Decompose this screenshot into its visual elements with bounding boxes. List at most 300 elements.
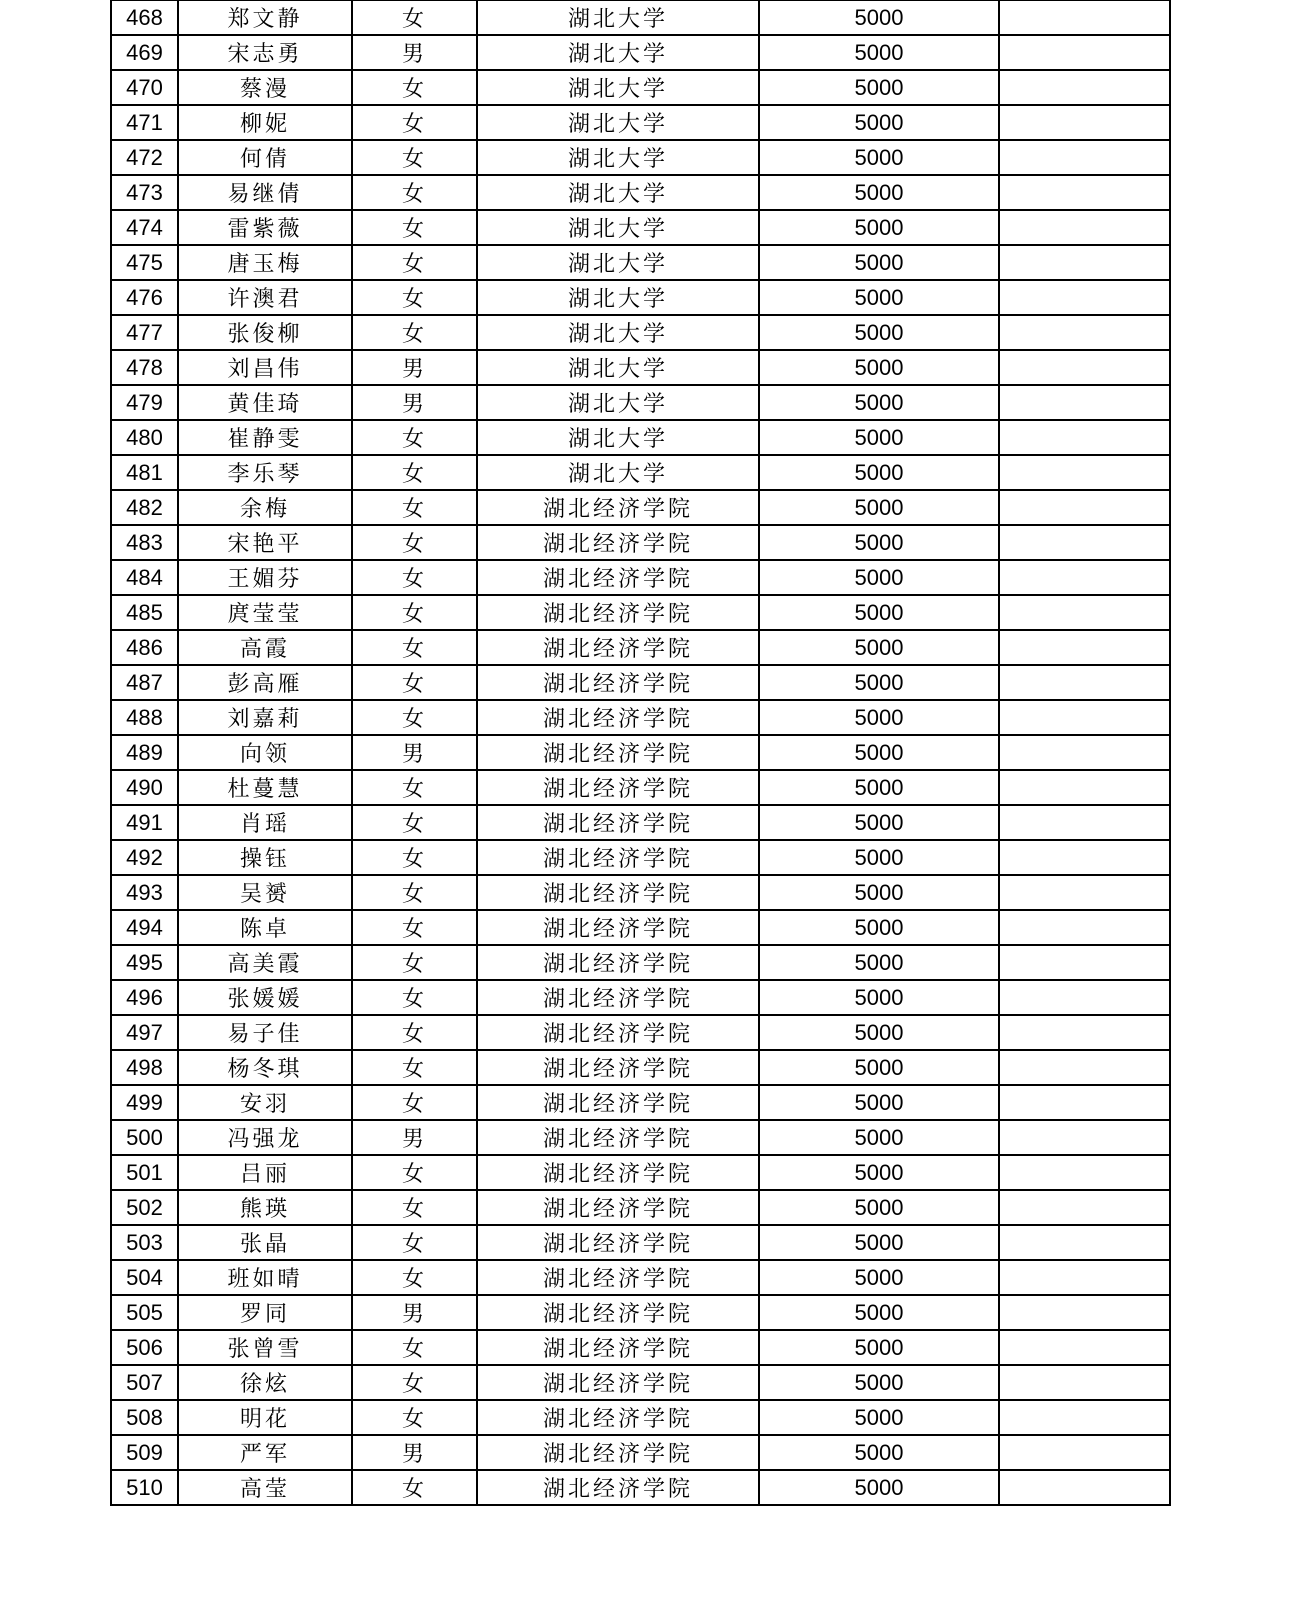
recipient-table [110,0,1171,1506]
table-row [111,735,1170,770]
row-number-cell: 495 [111,945,178,980]
name-cell: 易继倩 [178,175,352,210]
row-number-cell: 504 [111,1260,178,1295]
table-row [111,910,1170,945]
gender-cell: 女 [352,1260,477,1295]
note-cell [999,770,1170,805]
name-cell: 郑文静 [178,0,352,35]
row-number-cell: 482 [111,490,178,525]
table-row [111,105,1170,140]
note-cell [999,700,1170,735]
table-row [111,455,1170,490]
amount-cell: 5000 [759,0,999,35]
note-cell [999,1120,1170,1155]
row-number-cell: 494 [111,910,178,945]
note-cell [999,1015,1170,1050]
name-cell: 冯强龙 [178,1120,352,1155]
table-row [111,1365,1170,1400]
school-cell: 湖北经济学院 [477,910,759,945]
school-cell: 湖北经济学院 [477,630,759,665]
table-row [111,1400,1170,1435]
gender-cell: 男 [352,1295,477,1330]
row-number-cell: 505 [111,1295,178,1330]
school-cell: 湖北经济学院 [477,1295,759,1330]
school-cell: 湖北经济学院 [477,595,759,630]
note-cell [999,490,1170,525]
school-cell: 湖北经济学院 [477,770,759,805]
name-cell: 向领 [178,735,352,770]
school-cell: 湖北经济学院 [477,525,759,560]
row-number-cell: 501 [111,1155,178,1190]
row-number-cell: 491 [111,805,178,840]
gender-cell: 女 [352,1190,477,1225]
amount-cell: 5000 [759,490,999,525]
school-cell: 湖北经济学院 [477,490,759,525]
amount-cell: 5000 [759,350,999,385]
name-cell: 李乐琴 [178,455,352,490]
name-cell: 班如晴 [178,1260,352,1295]
table-row [111,1085,1170,1120]
row-number-cell: 503 [111,1225,178,1260]
row-number-cell: 468 [111,0,178,35]
school-cell: 湖北经济学院 [477,1085,759,1120]
note-cell [999,875,1170,910]
amount-cell: 5000 [759,1295,999,1330]
amount-cell: 5000 [759,35,999,70]
school-cell: 湖北大学 [477,315,759,350]
school-cell: 湖北大学 [477,105,759,140]
row-number-cell: 507 [111,1365,178,1400]
amount-cell: 5000 [759,1260,999,1295]
gender-cell: 男 [352,735,477,770]
name-cell: 杨冬琪 [178,1050,352,1085]
note-cell [999,245,1170,280]
row-number-cell: 480 [111,420,178,455]
row-number-cell: 498 [111,1050,178,1085]
note-cell [999,630,1170,665]
table-row [111,595,1170,630]
school-cell: 湖北大学 [477,385,759,420]
note-cell [999,735,1170,770]
amount-cell: 5000 [759,385,999,420]
school-cell: 湖北经济学院 [477,945,759,980]
amount-cell: 5000 [759,280,999,315]
row-number-cell: 475 [111,245,178,280]
amount-cell: 5000 [759,910,999,945]
name-cell: 蔡漫 [178,70,352,105]
school-cell: 湖北经济学院 [477,1470,759,1505]
gender-cell: 女 [352,770,477,805]
gender-cell: 女 [352,1470,477,1505]
table-row [111,1050,1170,1085]
amount-cell: 5000 [759,1330,999,1365]
amount-cell: 5000 [759,1435,999,1470]
row-number-cell: 485 [111,595,178,630]
amount-cell: 5000 [759,735,999,770]
school-cell: 湖北经济学院 [477,1435,759,1470]
amount-cell: 5000 [759,420,999,455]
row-number-cell: 484 [111,560,178,595]
row-number-cell: 510 [111,1470,178,1505]
note-cell [999,140,1170,175]
amount-cell: 5000 [759,140,999,175]
table-row [111,665,1170,700]
gender-cell: 女 [352,315,477,350]
amount-cell: 5000 [759,210,999,245]
table-row [111,1330,1170,1365]
gender-cell: 女 [352,910,477,945]
gender-cell: 女 [352,140,477,175]
note-cell [999,525,1170,560]
table-row [111,210,1170,245]
row-number-cell: 488 [111,700,178,735]
school-cell: 湖北经济学院 [477,560,759,595]
amount-cell: 5000 [759,1120,999,1155]
note-cell [999,910,1170,945]
note-cell [999,420,1170,455]
gender-cell: 男 [352,385,477,420]
row-number-cell: 483 [111,525,178,560]
gender-cell: 女 [352,210,477,245]
gender-cell: 女 [352,0,477,35]
amount-cell: 5000 [759,1085,999,1120]
row-number-cell: 500 [111,1120,178,1155]
note-cell [999,1435,1170,1470]
note-cell [999,1190,1170,1225]
gender-cell: 女 [352,1400,477,1435]
name-cell: 罗同 [178,1295,352,1330]
name-cell: 唐玉梅 [178,245,352,280]
amount-cell: 5000 [759,1225,999,1260]
row-number-cell: 481 [111,455,178,490]
name-cell: 余梅 [178,490,352,525]
row-number-cell: 506 [111,1330,178,1365]
amount-cell: 5000 [759,175,999,210]
name-cell: 王媚芬 [178,560,352,595]
name-cell: 张曾雪 [178,1330,352,1365]
name-cell: 庹莹莹 [178,595,352,630]
row-number-cell: 472 [111,140,178,175]
amount-cell: 5000 [759,315,999,350]
table-row [111,875,1170,910]
school-cell: 湖北大学 [477,350,759,385]
note-cell [999,1295,1170,1330]
row-number-cell: 476 [111,280,178,315]
row-number-cell: 499 [111,1085,178,1120]
name-cell: 高霞 [178,630,352,665]
note-cell [999,1155,1170,1190]
name-cell: 徐炫 [178,1365,352,1400]
name-cell: 严军 [178,1435,352,1470]
gender-cell: 女 [352,280,477,315]
gender-cell: 女 [352,560,477,595]
table-row [111,945,1170,980]
school-cell: 湖北经济学院 [477,665,759,700]
school-cell: 湖北经济学院 [477,1050,759,1085]
name-cell: 柳妮 [178,105,352,140]
note-cell [999,1225,1170,1260]
gender-cell: 女 [352,105,477,140]
row-number-cell: 478 [111,350,178,385]
row-number-cell: 486 [111,630,178,665]
row-number-cell: 493 [111,875,178,910]
row-number-cell: 490 [111,770,178,805]
school-cell: 湖北经济学院 [477,805,759,840]
row-number-cell: 487 [111,665,178,700]
table-row [111,245,1170,280]
name-cell: 操钰 [178,840,352,875]
table-row [111,1120,1170,1155]
school-cell: 湖北经济学院 [477,840,759,875]
gender-cell: 女 [352,700,477,735]
amount-cell: 5000 [759,805,999,840]
note-cell [999,1400,1170,1435]
school-cell: 湖北经济学院 [477,1120,759,1155]
name-cell: 何倩 [178,140,352,175]
gender-cell: 女 [352,805,477,840]
note-cell [999,175,1170,210]
table-row [111,385,1170,420]
school-cell: 湖北经济学院 [477,735,759,770]
row-number-cell: 502 [111,1190,178,1225]
row-number-cell: 479 [111,385,178,420]
name-cell: 宋艳平 [178,525,352,560]
table-row [111,1015,1170,1050]
amount-cell: 5000 [759,1015,999,1050]
name-cell: 张媛媛 [178,980,352,1015]
note-cell [999,280,1170,315]
note-cell [999,315,1170,350]
note-cell [999,455,1170,490]
school-cell: 湖北经济学院 [477,1190,759,1225]
name-cell: 黄佳琦 [178,385,352,420]
school-cell: 湖北大学 [477,140,759,175]
row-number-cell: 470 [111,70,178,105]
note-cell [999,105,1170,140]
gender-cell: 女 [352,1225,477,1260]
school-cell: 湖北经济学院 [477,1330,759,1365]
amount-cell: 5000 [759,700,999,735]
gender-cell: 女 [352,1155,477,1190]
name-cell: 明花 [178,1400,352,1435]
table-row [111,140,1170,175]
school-cell: 湖北大学 [477,420,759,455]
note-cell [999,385,1170,420]
note-cell [999,980,1170,1015]
name-cell: 雷紫薇 [178,210,352,245]
gender-cell: 女 [352,525,477,560]
amount-cell: 5000 [759,245,999,280]
note-cell [999,1365,1170,1400]
gender-cell: 女 [352,455,477,490]
table-row [111,280,1170,315]
table-row [111,805,1170,840]
school-cell: 湖北大学 [477,245,759,280]
gender-cell: 男 [352,350,477,385]
name-cell: 安羽 [178,1085,352,1120]
gender-cell: 女 [352,630,477,665]
school-cell: 湖北大学 [477,35,759,70]
gender-cell: 女 [352,840,477,875]
gender-cell: 女 [352,945,477,980]
note-cell [999,1260,1170,1295]
row-number-cell: 471 [111,105,178,140]
amount-cell: 5000 [759,1190,999,1225]
table-row [111,1435,1170,1470]
gender-cell: 女 [352,665,477,700]
gender-cell: 女 [352,420,477,455]
name-cell: 宋志勇 [178,35,352,70]
amount-cell: 5000 [759,875,999,910]
amount-cell: 5000 [759,1470,999,1505]
name-cell: 高莹 [178,1470,352,1505]
table-row [111,1260,1170,1295]
note-cell [999,840,1170,875]
table-row [111,350,1170,385]
note-cell [999,945,1170,980]
amount-cell: 5000 [759,980,999,1015]
note-cell [999,35,1170,70]
note-cell [999,1085,1170,1120]
amount-cell: 5000 [759,1365,999,1400]
name-cell: 杜蔓慧 [178,770,352,805]
school-cell: 湖北经济学院 [477,700,759,735]
row-number-cell: 473 [111,175,178,210]
school-cell: 湖北大学 [477,175,759,210]
amount-cell: 5000 [759,770,999,805]
school-cell: 湖北大学 [477,0,759,35]
name-cell: 张俊柳 [178,315,352,350]
gender-cell: 女 [352,1050,477,1085]
table-row [111,560,1170,595]
note-cell [999,560,1170,595]
amount-cell: 5000 [759,1155,999,1190]
gender-cell: 女 [352,980,477,1015]
school-cell: 湖北经济学院 [477,1365,759,1400]
name-cell: 刘昌伟 [178,350,352,385]
school-cell: 湖北经济学院 [477,980,759,1015]
row-number-cell: 497 [111,1015,178,1050]
amount-cell: 5000 [759,1400,999,1435]
note-cell [999,595,1170,630]
table-row [111,0,1170,35]
school-cell: 湖北经济学院 [477,1225,759,1260]
table-row [111,70,1170,105]
school-cell: 湖北经济学院 [477,1015,759,1050]
amount-cell: 5000 [759,665,999,700]
school-cell: 湖北经济学院 [477,1400,759,1435]
name-cell: 吴赟 [178,875,352,910]
table-row [111,840,1170,875]
note-cell [999,805,1170,840]
gender-cell: 男 [352,1120,477,1155]
amount-cell: 5000 [759,945,999,980]
amount-cell: 5000 [759,70,999,105]
gender-cell: 女 [352,875,477,910]
note-cell [999,210,1170,245]
note-cell [999,1330,1170,1365]
table-row [111,1155,1170,1190]
amount-cell: 5000 [759,840,999,875]
table-row [111,980,1170,1015]
gender-cell: 女 [352,1085,477,1120]
table-row [111,700,1170,735]
note-cell [999,0,1170,35]
name-cell: 陈卓 [178,910,352,945]
table-body [111,0,1170,1505]
school-cell: 湖北大学 [477,70,759,105]
note-cell [999,665,1170,700]
gender-cell: 女 [352,245,477,280]
gender-cell: 女 [352,1330,477,1365]
school-cell: 湖北经济学院 [477,1260,759,1295]
table-row [111,630,1170,665]
row-number-cell: 496 [111,980,178,1015]
gender-cell: 女 [352,175,477,210]
school-cell: 湖北大学 [477,210,759,245]
gender-cell: 男 [352,35,477,70]
school-cell: 湖北大学 [477,280,759,315]
table-row [111,175,1170,210]
table-row [111,1190,1170,1225]
table-row [111,1470,1170,1505]
name-cell: 吕丽 [178,1155,352,1190]
table-row [111,490,1170,525]
gender-cell: 女 [352,490,477,525]
name-cell: 彭高雁 [178,665,352,700]
amount-cell: 5000 [759,560,999,595]
row-number-cell: 489 [111,735,178,770]
name-cell: 高美霞 [178,945,352,980]
row-number-cell: 492 [111,840,178,875]
school-cell: 湖北大学 [477,455,759,490]
amount-cell: 5000 [759,525,999,560]
amount-cell: 5000 [759,630,999,665]
name-cell: 张晶 [178,1225,352,1260]
table-row [111,420,1170,455]
name-cell: 肖瑶 [178,805,352,840]
gender-cell: 女 [352,1015,477,1050]
note-cell [999,1050,1170,1085]
name-cell: 刘嘉莉 [178,700,352,735]
table-row [111,315,1170,350]
amount-cell: 5000 [759,105,999,140]
gender-cell: 男 [352,1435,477,1470]
name-cell: 许澳君 [178,280,352,315]
row-number-cell: 469 [111,35,178,70]
school-cell: 湖北经济学院 [477,875,759,910]
table-row [111,35,1170,70]
table-row [111,1225,1170,1260]
row-number-cell: 477 [111,315,178,350]
note-cell [999,350,1170,385]
name-cell: 熊瑛 [178,1190,352,1225]
name-cell: 易子佳 [178,1015,352,1050]
row-number-cell: 508 [111,1400,178,1435]
note-cell [999,1470,1170,1505]
table-row [111,1295,1170,1330]
table-row [111,525,1170,560]
school-cell: 湖北经济学院 [477,1155,759,1190]
gender-cell: 女 [352,595,477,630]
table-row [111,770,1170,805]
gender-cell: 女 [352,1365,477,1400]
name-cell: 崔静雯 [178,420,352,455]
note-cell [999,70,1170,105]
row-number-cell: 474 [111,210,178,245]
amount-cell: 5000 [759,455,999,490]
row-number-cell: 509 [111,1435,178,1470]
